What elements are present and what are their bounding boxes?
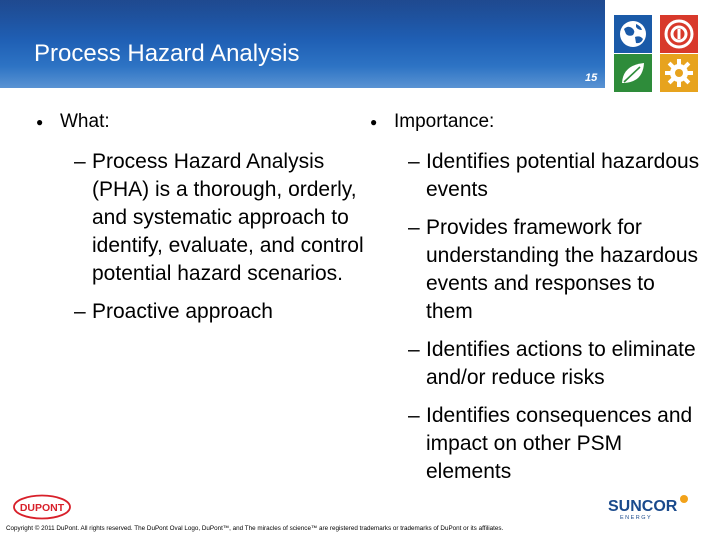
list-item: – Provides framework for understanding the hazardous events and responses to them (408, 216, 699, 323)
what-label: What: (60, 111, 110, 132)
bullet-dot: ● (370, 115, 378, 129)
slide-number: 15 (585, 72, 598, 84)
left-column (36, 108, 366, 336)
suncor-logo (606, 491, 692, 521)
dupont-logo (12, 494, 72, 520)
bullet-dot: ● (36, 115, 44, 129)
suncor-logo-text: SUNCOR (608, 498, 678, 515)
list-item: – Process Hazard Analysis (PHA) is a thorough, orderly, and systematic approach to identify, evaluate, and control potential hazard scenarios. (74, 150, 364, 285)
what-sub-list (74, 148, 366, 326)
target-icon (660, 15, 698, 53)
leaf-icon (614, 54, 652, 92)
globe-icon (614, 15, 652, 53)
list-item: – Identifies actions to eliminate and/or reduce risks (408, 338, 696, 389)
importance-sub-list (408, 148, 700, 486)
slide-title: Process Hazard Analysis (34, 40, 300, 67)
what-bullet (36, 108, 366, 136)
copyright-notice: Copyright © 2011 DuPont. All rights reserved. The DuPont Oval Logo, DuPont™, and The miracles of science™ are registered trademarks or trademarks of DuPont or its affiliates. (6, 525, 504, 532)
dupont-logo-text: DUPONT (19, 502, 65, 514)
gear-icon (660, 54, 698, 92)
importance-label: Importance: (394, 111, 495, 132)
right-column (370, 108, 700, 496)
header-shine (0, 0, 605, 40)
list-item: – Identifies potential hazardous events (408, 150, 700, 201)
importance-bullet (370, 108, 700, 136)
list-item: – Identifies consequences and impact on other PSM elements (408, 404, 693, 483)
suncor-logo-subtext: ENERGY (620, 515, 653, 521)
list-item: – Proactive approach (74, 300, 273, 323)
